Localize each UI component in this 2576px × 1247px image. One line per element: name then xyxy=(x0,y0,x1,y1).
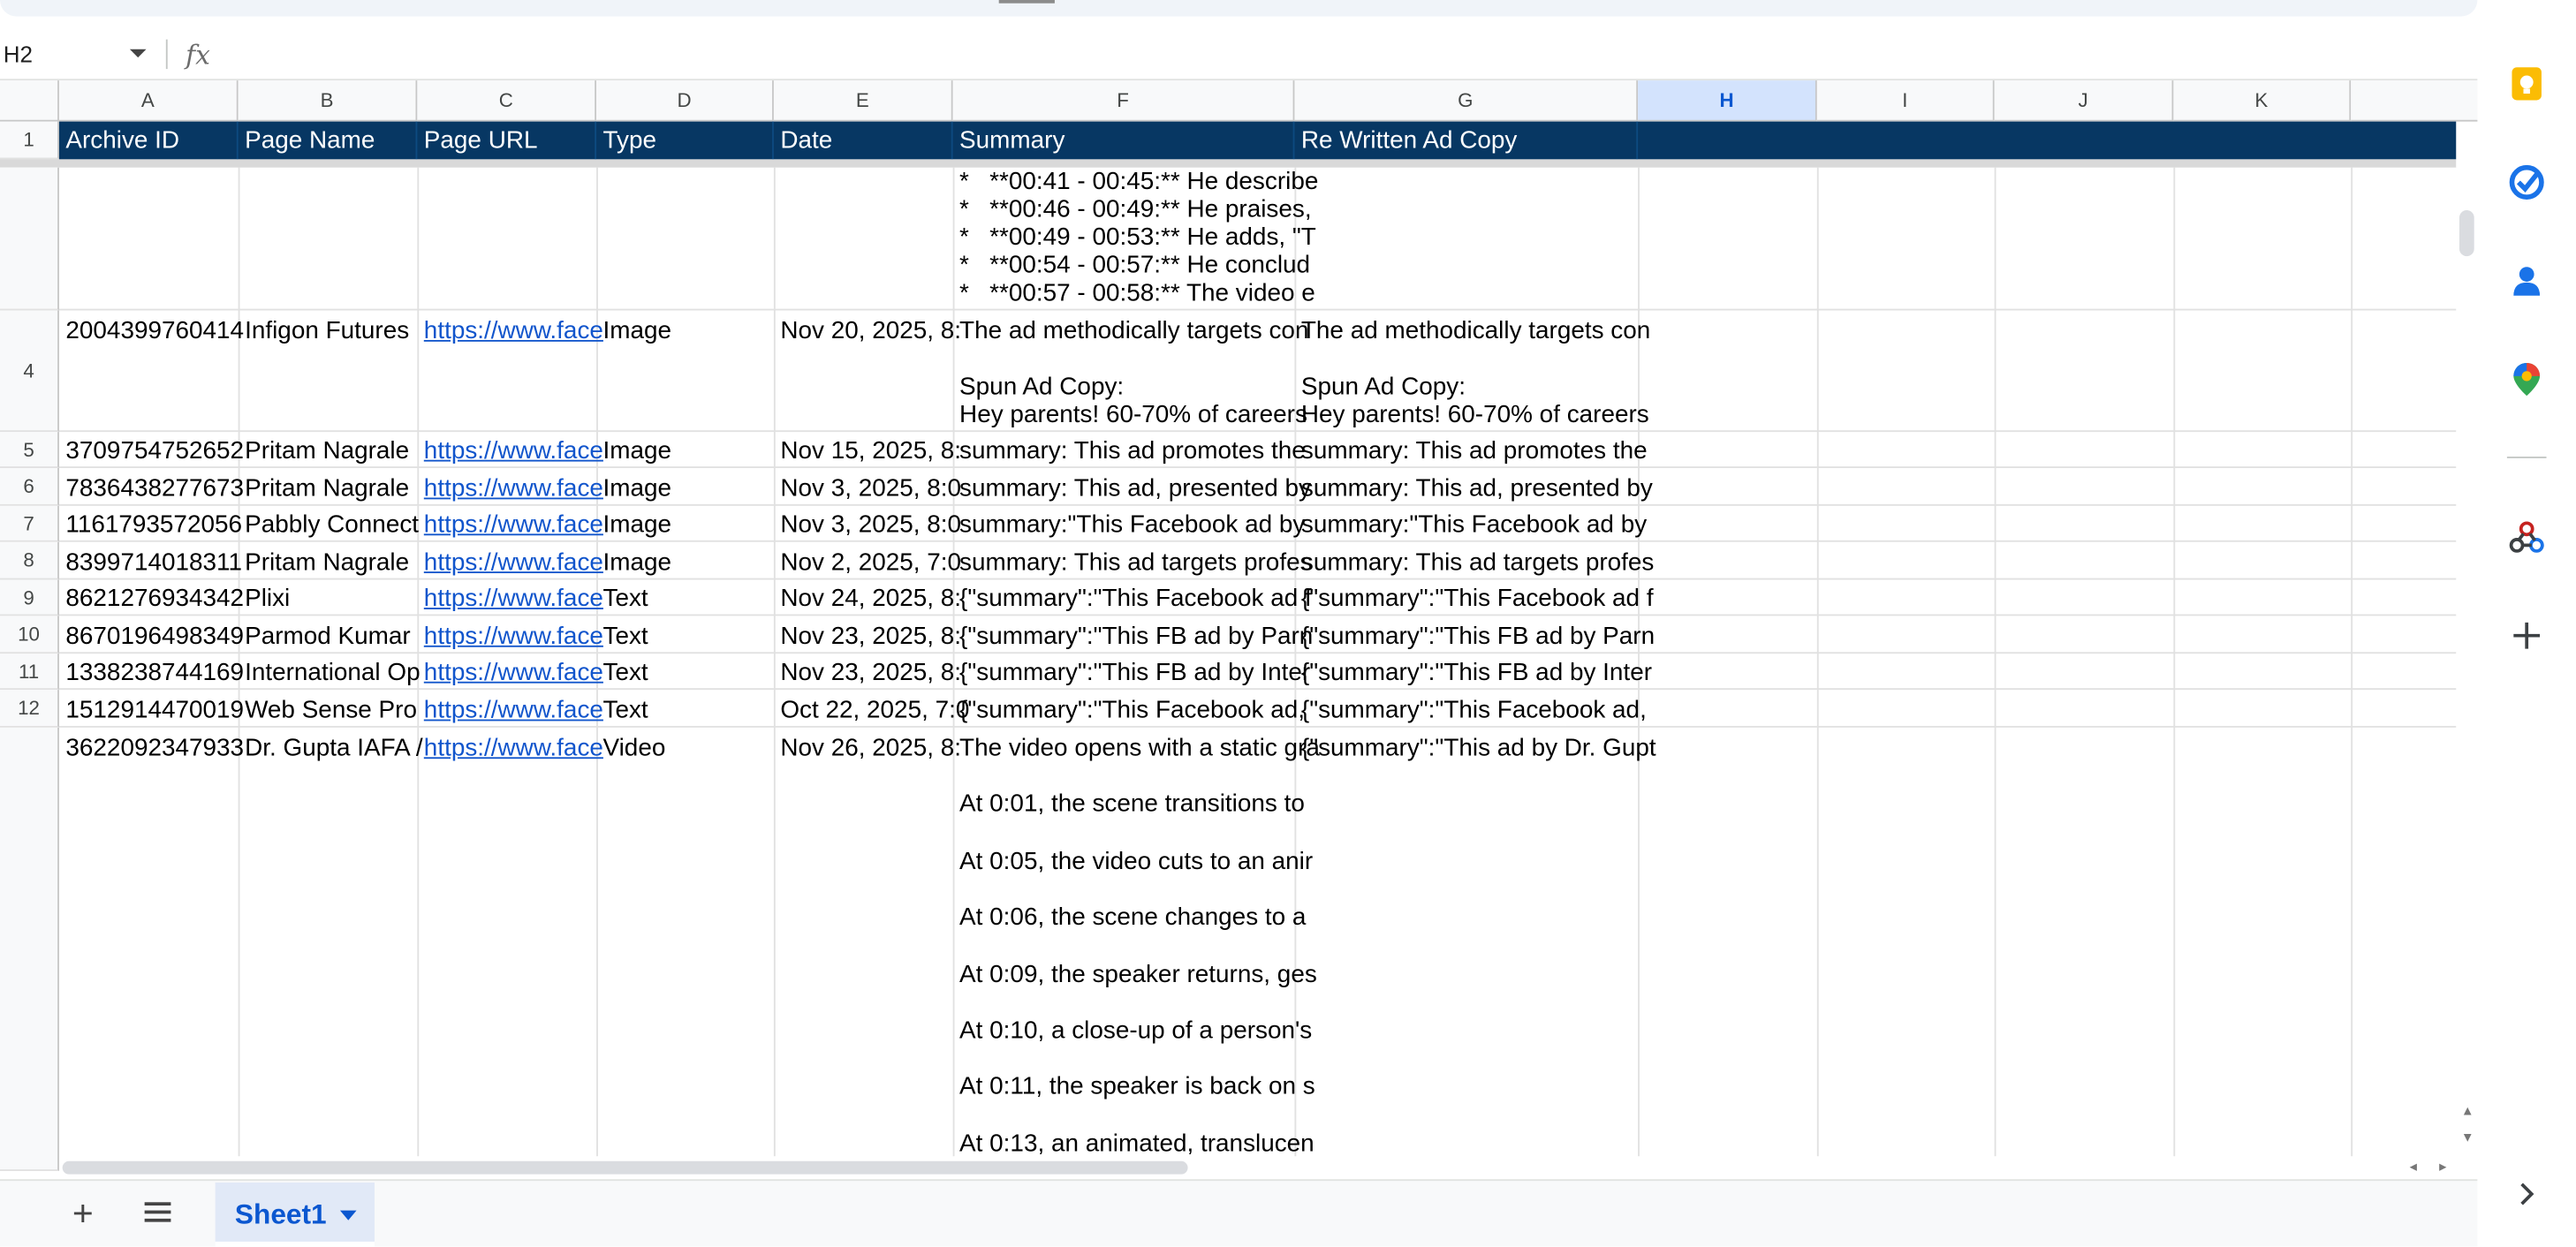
gridline xyxy=(2351,168,2352,1157)
table-cell-rewritten[interactable]: {"summary":"This FB ad by Parn xyxy=(1300,622,1655,651)
gridline xyxy=(59,430,2456,432)
table-cell-type[interactable]: Image xyxy=(602,510,672,539)
row-header-8[interactable]: 8 xyxy=(0,542,59,580)
table-cell-page-url-link[interactable]: https://www.face xyxy=(423,622,603,651)
add-icon[interactable] xyxy=(2509,617,2545,654)
table-cell-page-url-link[interactable]: https://www.face xyxy=(423,316,603,345)
row-header-5[interactable]: 5 xyxy=(0,432,59,468)
column-header-d[interactable]: D xyxy=(596,80,774,121)
table-cell-type[interactable]: Text xyxy=(602,696,648,725)
contacts-icon[interactable] xyxy=(2509,263,2545,299)
table-cell-page-url-link[interactable]: https://www.face xyxy=(423,696,603,725)
sheet-tab-label: Sheet1 xyxy=(234,1198,327,1230)
table-cell-page-url-link[interactable]: https://www.face xyxy=(423,474,603,503)
toolbar-remnant xyxy=(0,0,2477,17)
sheet-tab-menu-icon[interactable] xyxy=(340,1211,357,1221)
header-row xyxy=(59,122,2456,160)
table-cell-date[interactable]: Nov 3, 2025, 8:0 xyxy=(780,510,962,539)
row-header-4[interactable]: 4 xyxy=(0,310,59,432)
row-header-3[interactable] xyxy=(0,168,59,311)
table-cell-rewritten[interactable]: {"summary":"This Facebook ad f xyxy=(1300,585,1654,613)
gridline xyxy=(59,615,2456,616)
table-cell-archive-id[interactable]: 1161793572056 xyxy=(65,510,243,539)
header-cell-page-name[interactable]: Page Name xyxy=(239,122,418,160)
row-header-12[interactable]: 12 xyxy=(0,690,59,728)
name-box-dropdown-icon[interactable] xyxy=(130,49,147,57)
table-cell-page-name[interactable]: Web Sense Pro xyxy=(245,696,417,725)
table-cell-rewritten[interactable]: summary: This ad, presented by xyxy=(1300,474,1653,503)
table-cell-type[interactable]: Image xyxy=(602,474,672,503)
table-cell-summary[interactable]: {"summary":"This FB ad by Parn xyxy=(959,622,1314,651)
horizontal-scrollbar-thumb[interactable] xyxy=(63,1161,1188,1175)
header-cell-rewritten-ad-copy[interactable]: Re Written Ad Copy xyxy=(1294,122,1638,160)
gridline xyxy=(59,652,2456,654)
table-cell-date[interactable]: Nov 2, 2025, 7:0 xyxy=(780,548,962,577)
formula-bar xyxy=(0,29,2477,80)
table-cell-date[interactable]: Nov 20, 2025, 8: xyxy=(780,316,962,345)
table-cell-rewritten[interactable]: The ad methodically targets con Spun Ad Copy: Hey parents! 60-70% of careers xyxy=(1300,316,1651,429)
table-cell-date[interactable]: Nov 26, 2025, 8: xyxy=(780,734,962,762)
table-cell-archive-id[interactable]: 1512914470019 xyxy=(65,696,245,725)
gridline xyxy=(59,504,2456,506)
row-header-11[interactable]: 11 xyxy=(0,654,59,690)
table-cell-archive-id[interactable]: 2004399760414 xyxy=(65,316,245,345)
spreadsheet-grid[interactable] xyxy=(0,80,2458,1156)
toolbar-collapse-handle[interactable] xyxy=(999,0,1055,4)
table-cell-page-url-link[interactable]: https://www.face xyxy=(423,548,603,577)
table-cell-page-url-link[interactable]: https://www.face xyxy=(423,585,603,613)
side-panel xyxy=(2477,0,2576,1245)
table-cell-summary[interactable]: {"summary":"This FB ad by Inter xyxy=(959,658,1311,687)
table-cell-page-name[interactable]: Pritam Nagrale xyxy=(245,436,410,465)
gridline xyxy=(59,578,2456,580)
table-cell-rewritten[interactable]: {"summary":"This ad by Dr. Gupt xyxy=(1300,734,1656,762)
frozen-row-divider[interactable] xyxy=(0,159,2456,167)
table-cell-page-url-link[interactable]: https://www.face xyxy=(423,734,603,762)
table-cell-rewritten[interactable]: summary: This ad promotes the xyxy=(1300,436,1648,465)
table-cell-archive-id[interactable]: 3622092347933 xyxy=(65,734,245,762)
column-header-h[interactable]: H xyxy=(1638,80,1817,121)
table-cell-type[interactable]: Image xyxy=(602,316,672,345)
row-header-1[interactable]: 1 xyxy=(0,122,59,160)
webhook-icon[interactable] xyxy=(2509,519,2545,555)
gridline xyxy=(1995,168,1996,1157)
table-cell-summary[interactable]: summary:"This Facebook ad by xyxy=(959,510,1306,539)
row-header-9[interactable]: 9 xyxy=(0,579,59,616)
scroll-up-arrow-icon[interactable]: ▲ xyxy=(2460,1103,2474,1119)
fx-icon: fx xyxy=(186,39,210,71)
column-header-g[interactable]: G xyxy=(1294,80,1638,121)
row-header-13[interactable] xyxy=(0,728,59,1171)
table-cell-rewritten[interactable]: {"summary":"This Facebook ad, xyxy=(1300,696,1647,725)
table-cell-date[interactable]: Nov 3, 2025, 8:0 xyxy=(780,474,962,503)
table-cell-type[interactable]: Text xyxy=(602,658,648,687)
column-header-e[interactable]: E xyxy=(774,80,953,121)
select-all-corner[interactable] xyxy=(0,80,59,121)
gridline xyxy=(1817,168,1819,1157)
table-cell-page-url-link[interactable]: https://www.face xyxy=(423,510,603,539)
row-header-7[interactable]: 7 xyxy=(0,506,59,542)
table-cell-page-name[interactable]: Infigon Futures xyxy=(245,316,410,345)
table-cell-date[interactable]: Nov 23, 2025, 8: xyxy=(780,658,962,687)
table-cell-type[interactable]: Image xyxy=(602,548,672,577)
gridline xyxy=(59,726,2456,728)
header-cell-summary[interactable]: Summary xyxy=(953,122,1295,160)
side-panel-divider xyxy=(2507,457,2547,458)
header-cell-type[interactable]: Type xyxy=(596,122,774,160)
maps-icon[interactable] xyxy=(2509,361,2545,397)
header-cell-page-url[interactable]: Page URL xyxy=(417,122,596,160)
table-cell-page-name[interactable]: Pritam Nagrale xyxy=(245,474,410,503)
gridline xyxy=(59,309,2456,311)
table-cell-page-url-link[interactable]: https://www.face xyxy=(423,436,603,465)
sheet-tab-bar xyxy=(0,1179,2477,1246)
table-cell-page-name[interactable]: Pritam Nagrale xyxy=(245,548,410,577)
all-sheets-menu-icon[interactable] xyxy=(145,1202,171,1221)
table-cell-summary[interactable]: summary: This ad promotes the xyxy=(959,436,1306,465)
name-box[interactable]: H2 xyxy=(3,41,34,68)
table-cell-date[interactable]: Oct 22, 2025, 7:0 xyxy=(780,696,970,725)
gridline xyxy=(59,466,2456,468)
table-cell-page-name[interactable]: International Op xyxy=(245,658,420,687)
column-header-a[interactable]: A xyxy=(59,80,239,121)
table-cell-archive-id[interactable]: 7836438277673 xyxy=(65,474,245,503)
table-cell-page-name[interactable]: Plixi xyxy=(245,585,291,613)
table-cell-type[interactable]: Text xyxy=(602,622,648,651)
table-cell-rewritten[interactable]: summary:"This Facebook ad by xyxy=(1300,510,1648,539)
table-cell-date[interactable]: Nov 23, 2025, 8: xyxy=(780,622,962,651)
table-cell-summary[interactable]: The video opens with a static gra At 0:01, the scene transitions to At 0:05, the video cuts to an anir At 0:06, the scene changes to a At 0:09, the speaker returns, ges At 0:10, a close-up of a person's At 0:11, the speaker is back on s At 0:13, an animated, translucen xyxy=(959,734,1320,1158)
column-header-f[interactable]: F xyxy=(953,80,1295,121)
table-cell-rewritten[interactable]: summary: This ad targets profes xyxy=(1300,548,1655,577)
table-cell-summary[interactable]: summary: This ad targets profes xyxy=(959,548,1313,577)
table-cell-page-name[interactable]: Dr. Gupta IAFA / xyxy=(245,734,423,762)
column-header-c[interactable]: C xyxy=(417,80,596,121)
table-cell-type[interactable]: Image xyxy=(602,436,672,465)
table-cell-type[interactable]: Text xyxy=(602,585,648,613)
table-cell-date[interactable]: Nov 15, 2025, 8: xyxy=(780,436,962,465)
table-cell-summary[interactable]: summary: This ad, presented by xyxy=(959,474,1312,503)
table-cell-archive-id[interactable]: 8621276934342 xyxy=(65,585,245,613)
table-cell-page-name[interactable]: Parmod Kumar xyxy=(245,622,411,651)
add-sheet-button[interactable]: + xyxy=(72,1192,94,1234)
table-cell-summary[interactable]: The ad methodically targets con Spun Ad Copy: Hey parents! 60-70% of careers xyxy=(959,316,1309,429)
table-cell-type[interactable]: Video xyxy=(602,734,666,762)
table-cell-archive-id[interactable]: 8399714018311 xyxy=(65,548,243,577)
gridline xyxy=(59,688,2456,690)
keep-icon[interactable] xyxy=(2509,65,2545,102)
table-cell-rewritten[interactable]: {"summary":"This FB ad by Inter xyxy=(1300,658,1653,687)
chevron-right-icon[interactable] xyxy=(2509,1176,2545,1213)
table-cell-summary[interactable]: {"summary":"This Facebook ad f xyxy=(959,585,1312,613)
gridline xyxy=(59,540,2456,542)
vertical-scrollbar-thumb[interactable] xyxy=(2459,210,2474,256)
column-header-b[interactable]: B xyxy=(239,80,418,121)
table-cell-summary[interactable]: * **00:41 - 00:45:** He describe * **00:46 - 00:49:** He praises, * **00:49 - 00:53:** He adds, "T * **00:54 - 00:57:** He conclud * **00:57 - 00:58:** The video e xyxy=(959,167,1319,307)
table-cell-archive-id[interactable]: 8670196498349 xyxy=(65,622,245,651)
row-header-6[interactable]: 6 xyxy=(0,468,59,506)
scroll-right-arrow-icon[interactable]: ▸ xyxy=(2439,1158,2447,1175)
sheet-tab-sheet1[interactable] xyxy=(216,1183,375,1247)
header-cell-archive-id[interactable]: Archive ID xyxy=(59,122,239,160)
tasks-icon[interactable] xyxy=(2509,164,2545,200)
gridline xyxy=(2173,168,2175,1157)
table-cell-page-url-link[interactable]: https://www.face xyxy=(423,658,603,687)
row-header-10[interactable]: 10 xyxy=(0,616,59,654)
table-cell-date[interactable]: Nov 24, 2025, 8: xyxy=(780,585,962,613)
column-header-j[interactable]: J xyxy=(1995,80,2174,121)
header-cell-date[interactable]: Date xyxy=(774,122,953,160)
table-cell-summary[interactable]: {"summary":"This Facebook ad, xyxy=(959,696,1306,725)
scroll-left-arrow-icon[interactable]: ◂ xyxy=(2409,1158,2418,1175)
column-header-i[interactable]: I xyxy=(1817,80,1995,121)
table-cell-archive-id[interactable]: 3709754752652 xyxy=(65,436,245,465)
table-cell-page-name[interactable]: Pabbly Connect xyxy=(245,510,420,539)
formula-bar-divider xyxy=(166,40,168,69)
scroll-down-arrow-icon[interactable]: ▼ xyxy=(2460,1130,2474,1145)
column-header-k[interactable]: K xyxy=(2173,80,2351,121)
table-cell-archive-id[interactable]: 1338238744169 xyxy=(65,658,245,687)
